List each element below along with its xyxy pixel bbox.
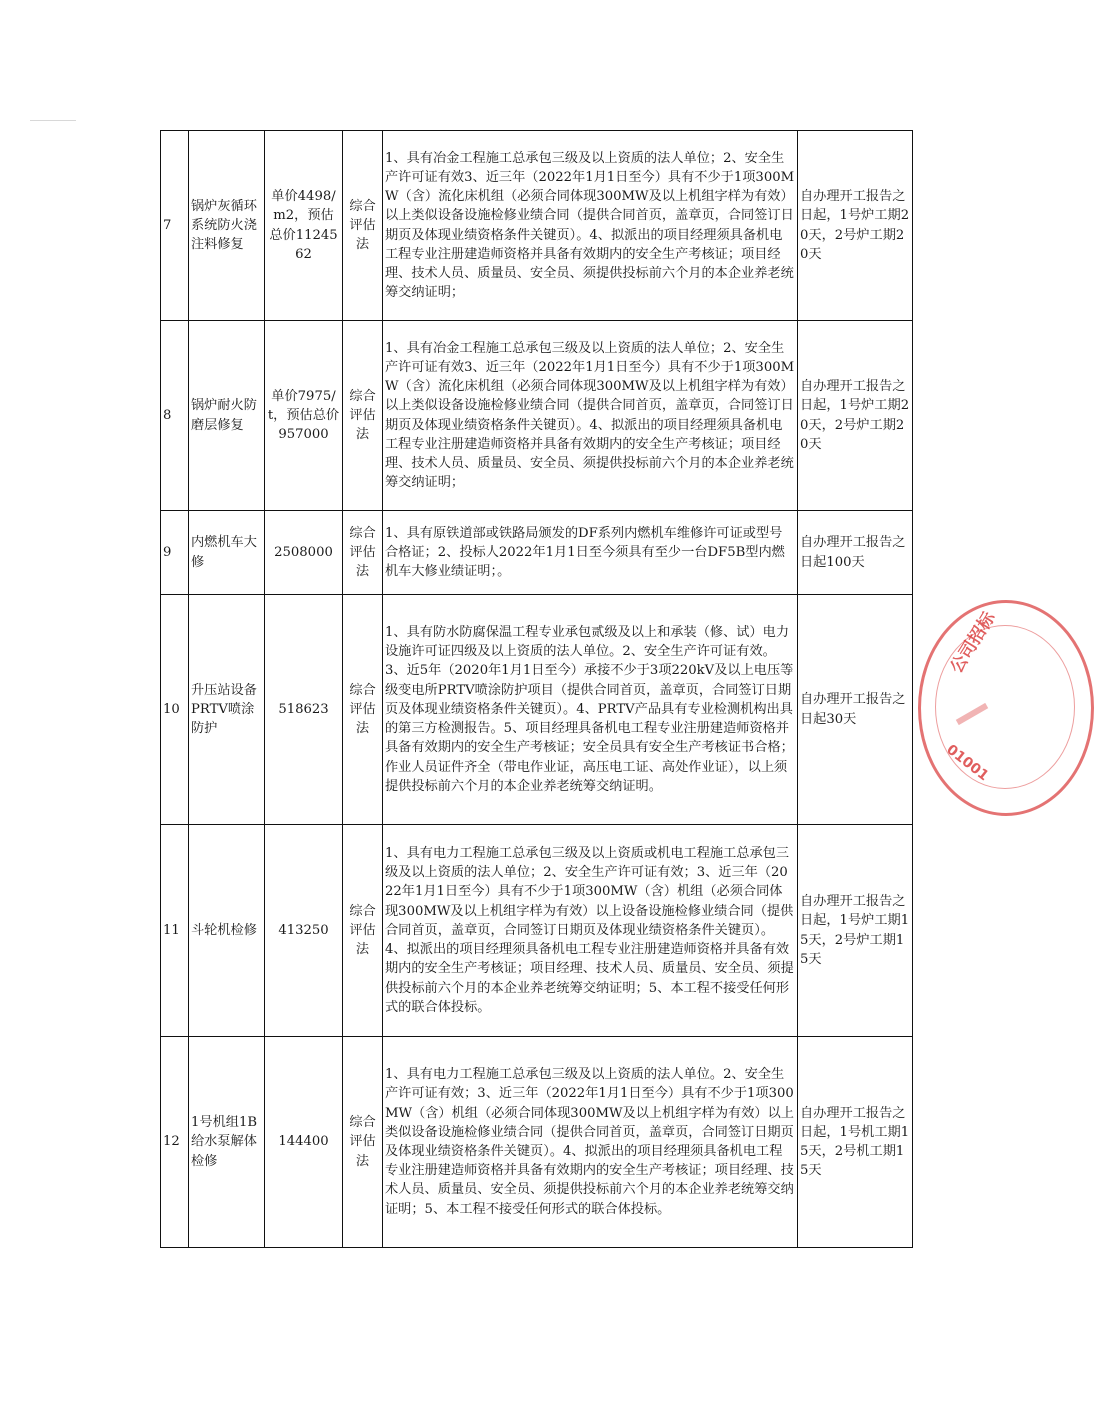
evaluation-method: 综合评估法 <box>343 825 383 1037</box>
construction-period: 自办理开工报告之日起30天 <box>798 595 913 825</box>
row-number: 7 <box>161 131 189 321</box>
project-name: 1号机组1B给水泵解体检修 <box>189 1037 265 1248</box>
row-number: 10 <box>161 595 189 825</box>
construction-period: 自办理开工报告之日起，1号炉工期15天，2号炉工期15天 <box>798 825 913 1037</box>
construction-period: 自办理开工报告之日起，1号机工期15天，2号机工期15天 <box>798 1037 913 1248</box>
project-price: 413250 <box>265 825 343 1037</box>
construction-period: 自办理开工报告之日起，1号炉工期20天，2号炉工期20天 <box>798 321 913 511</box>
row-number: 12 <box>161 1037 189 1248</box>
construction-period: 自办理开工报告之日起，1号炉工期20天，2号炉工期20天 <box>798 131 913 321</box>
table-row <box>161 825 913 1037</box>
project-price: 单价4498/m2，预估总价1124562 <box>265 131 343 321</box>
evaluation-method: 综合评估法 <box>343 131 383 321</box>
project-price: 144400 <box>265 1037 343 1248</box>
bid-section-table <box>160 130 913 1248</box>
qualification-requirements: 1、具有电力工程施工总承包三级及以上资质的法人单位。2、安全生产许可证有效；3、近三年（2022年1月1日至今）具有不少于1项300MW（含）机组（必须合同体现300MW及以上机组字样为有效）以上类似设备设施检修业绩合同（提供合同首页，盖章页，合同签订日期页及体现业绩资格条件关键页）。4、拟派出的项目经理须具备机电工程专业注册建造师资格并具备有效期内的安全生产考核证；项目经理、技术人员、质量员、安全员、须提供投标前六个月的本企业养老统筹交纳证明；5、本工程不接受任何形式的联合体投标。 <box>383 1037 798 1248</box>
company-seal-stamp <box>918 600 1094 816</box>
table-row <box>161 131 913 321</box>
project-price: 2508000 <box>265 511 343 595</box>
project-name: 内燃机车大修 <box>189 511 265 595</box>
table-row <box>161 595 913 825</box>
project-name: 锅炉耐火防磨层修复 <box>189 321 265 511</box>
table-row <box>161 321 913 511</box>
qualification-requirements: 1、具有冶金工程施工总承包三级及以上资质的法人单位；2、安全生产许可证有效3、近三年（2022年1月1日至今）具有不少于1项300MW（含）流化床机组（必须合同体现300MW及以上机组字样为有效）以上类似设备设施检修业绩合同（提供合同首页，盖章页，合同签订日期页及体现业绩资格条件关键页）。4、拟派出的项目经理须具备机电工程专业注册建造师资格并具备有效期内的安全生产考核证；项目经理、技术人员、质量员、安全员、须提供投标前六个月的本企业养老统筹交纳证明； <box>383 131 798 321</box>
row-number: 11 <box>161 825 189 1037</box>
row-number: 9 <box>161 511 189 595</box>
row-number: 8 <box>161 321 189 511</box>
seal-text-top: 公司招标 <box>946 608 1000 677</box>
page-edge-mark <box>30 120 76 121</box>
project-name: 斗轮机检修 <box>189 825 265 1037</box>
qualification-requirements: 1、具有防水防腐保温工程专业承包贰级及以上和承装（修、试）电力设施许可证四级及以上资质的法人单位。2、安全生产许可证有效。3、近5年（2020年1月1日至今）承接不少于3项220kV及以上电压等级变电所PRTV喷涂防护项目（提供合同首页，盖章页，合同签订日期页及体现业绩资格条件关键页）。4、PRTV产品具有专业检测机构出具的第三方检测报告。5、项目经理具备机电工程专业注册建造师资格并具备有效期内的安全生产考核证；安全员具有安全生产考核证书合格；作业人员证件齐全（带电作业证，高压电工证、高处作业证），以上须提供投标前六个月的本企业养老统筹交纳证明。 <box>383 595 798 825</box>
evaluation-method: 综合评估法 <box>343 595 383 825</box>
evaluation-method: 综合评估法 <box>343 511 383 595</box>
qualification-requirements: 1、具有冶金工程施工总承包三级及以上资质的法人单位；2、安全生产许可证有效3、近三年（2022年1月1日至今）具有不少于1项300MW（含）流化床机组（必须合同体现300MW及以上机组字样为有效）以上类似设备设施检修业绩合同（提供合同首页，盖章页，合同签订日期页及体现业绩资格条件关键页）。4、拟派出的项目经理须具备机电工程专业注册建造师资格并具备有效期内的安全生产考核证；项目经理、技术人员、质量员、安全员、须提供投标前六个月的本企业养老统筹交纳证明； <box>383 321 798 511</box>
project-price: 单价7975/t，预估总价957000 <box>265 321 343 511</box>
project-name: 锅炉灰循环系统防火浇注料修复 <box>189 131 265 321</box>
table-row <box>161 1037 913 1248</box>
evaluation-method: 综合评估法 <box>343 1037 383 1248</box>
project-name: 升压站设备PRTV喷涂防护 <box>189 595 265 825</box>
table-row <box>161 511 913 595</box>
qualification-requirements: 1、具有电力工程施工总承包三级及以上资质或机电工程施工总承包三级及以上资质的法人单位；2、安全生产许可证有效；3、近三年（2022年1月1日至今）具有不少于1项300MW（含）机组（必须合同体现300MW及以上机组字样为有效）以上设备设施检修业绩合同（提供合同首页，盖章页，合同签订日期页及体现业绩资格条件关键页）。4、拟派出的项目经理须具备机电工程专业注册建造师资格并具备有效期内的安全生产考核证；项目经理、技术人员、质量员、安全员、须提供投标前六个月的本企业养老统筹交纳证明；5、本工程不接受任何形式的联合体投标。 <box>383 825 798 1037</box>
seal-text-bottom: 01001 <box>943 741 992 785</box>
qualification-requirements: 1、具有原铁道部或铁路局颁发的DF系列内燃机车维修许可证或型号合格证；2、投标人2022年1月1日至今须具有至少一台DF5B型内燃机车大修业绩证明；。 <box>383 511 798 595</box>
evaluation-method: 综合评估法 <box>343 321 383 511</box>
project-price: 518623 <box>265 595 343 825</box>
construction-period: 自办理开工报告之日起100天 <box>798 511 913 595</box>
